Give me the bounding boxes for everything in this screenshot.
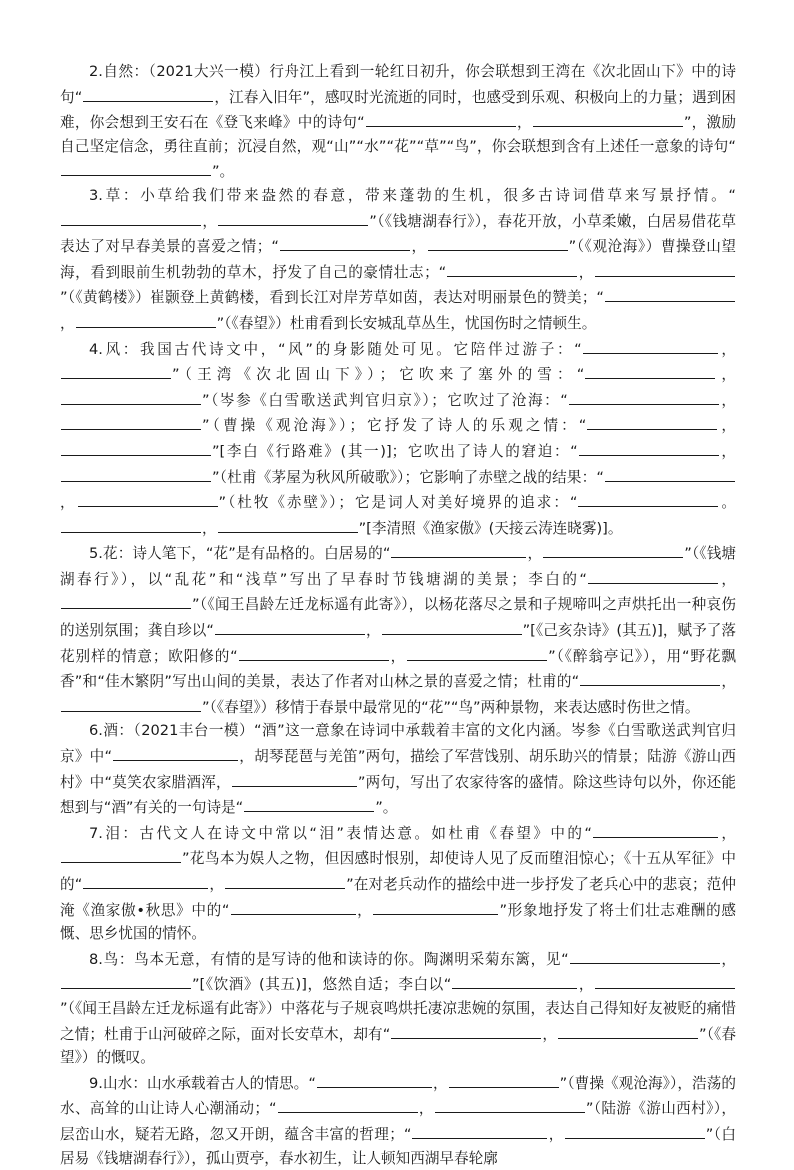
text-run: ”（曹操《观沧海》），浩荡的水、高耸的山让诗人心潮涌动；“ [60, 1074, 736, 1118]
text-run: ”[李清照《渔家傲》(天接云涛连晓雾)]。 [358, 519, 623, 537]
answer-blank[interactable] [391, 540, 526, 558]
text-run: ”（《春望》）的慨叹。 [60, 1025, 736, 1067]
answer-blank[interactable] [543, 540, 683, 558]
text-run: ”，激励自己坚定信念，勇往直前；沉浸自然，观“山”“水”“花”“草”“鸟”，你会联想到含有上述任一意象的诗句“ [60, 114, 736, 155]
answer-blank[interactable] [565, 1121, 705, 1139]
text-run: 9.山水：山水承载着古人的情思。“ [89, 1074, 316, 1092]
answer-blank[interactable] [61, 158, 211, 176]
text-run: ”（陆游《游山西村》），层峦山水，疑若无路，忽又开朗，蕴含丰富的哲理；“ [60, 1100, 736, 1143]
text-run: ”。 [375, 799, 398, 817]
item-6-jiu [60, 719, 736, 819]
answer-blank[interactable] [449, 1070, 559, 1088]
text-run: ”。 [212, 163, 235, 181]
answer-blank[interactable] [61, 438, 211, 456]
answer-blank[interactable] [595, 971, 735, 989]
exercise-page [60, 60, 736, 1170]
text-run: ”（《观沧海》）曹操登山望海，看到眼前生机勃勃的草木，抒发了自己的豪情壮志；“ [60, 238, 736, 281]
answer-blank[interactable] [373, 897, 498, 915]
item-4-feng [60, 336, 736, 541]
text-run: ”[《己亥杂诗》(其五)]，赋予了落花别样的情意；欧阳修的“ [60, 622, 736, 665]
text-run: 7.泪：古代文人在诗文中常以“泪”表情达意。如杜甫《春望》中的“ [89, 824, 592, 842]
text-run: ， [718, 570, 736, 588]
answer-blank[interactable] [588, 566, 718, 584]
text-run: ， [718, 340, 736, 358]
answer-blank[interactable] [580, 668, 720, 686]
item-7-lei [60, 820, 736, 946]
answer-blank[interactable] [605, 284, 735, 302]
answer-blank[interactable] [533, 109, 683, 127]
answer-blank[interactable] [583, 336, 718, 354]
text-run: ”[李白《行路难》(其一)]；它吹出了诗人的窘迫：“ [212, 442, 578, 460]
answer-blank[interactable] [244, 794, 374, 812]
answer-blank[interactable] [407, 643, 547, 661]
text-run: 4.风：我国古代诗文中，“风”的身影随处可见。它陪伴过游子：“ [89, 340, 582, 358]
text-run: ”形象地抒发了将士们壮志难酬的感慨、思乡忧国的情怀。 [60, 901, 736, 943]
text-run: ”（《闻王昌龄左迁龙标遥有此寄》）中落花与子规哀鸣烘托凄凉悲婉的氛围，表达自己得知好友被贬的痛惜之情；杜甫于山河破碎之际，面对长安草木，却有“ [60, 999, 736, 1043]
answer-blank[interactable] [218, 208, 368, 226]
text-run: ”（曹操《观沧海》）；它抒发了诗人的乐观之情：“ [202, 417, 587, 435]
text-run: 8.鸟：鸟本无意，有情的是写诗的他和读诗的你。陶渊明采菊东篱，见“ [89, 950, 569, 968]
text-run: ”（王湾《次北固山下》）；它吹来了塞外的雪：“ [172, 366, 585, 384]
text-run: ， [365, 622, 381, 640]
answer-blank[interactable] [585, 361, 715, 379]
text-run: 2.自然：（2021大兴一模）行舟江上看到一轮红日初升，你会联想到王湾在《次北固山下》中的诗句“ [60, 63, 736, 106]
text-run: ， [542, 1025, 558, 1043]
answer-blank[interactable] [215, 617, 365, 635]
item-9-shanshui [60, 1070, 736, 1170]
text-run: ， [719, 391, 736, 409]
answer-blank[interactable] [239, 643, 389, 661]
answer-blank[interactable] [569, 387, 719, 405]
answer-blank[interactable] [280, 233, 410, 251]
text-run: ， [202, 519, 217, 537]
text-run: ”（岑参《白雪歌送武判官归京》）；它吹过了沧海：“ [202, 391, 568, 409]
text-run: ， [548, 1125, 564, 1143]
answer-blank[interactable] [76, 310, 216, 328]
item-3-cao [60, 184, 736, 336]
answer-blank[interactable] [83, 871, 208, 889]
answer-blank[interactable] [225, 871, 345, 889]
answer-blank[interactable] [605, 464, 735, 482]
answer-blank[interactable] [391, 1021, 541, 1039]
item-5-hua [60, 540, 736, 719]
answer-blank[interactable] [317, 1070, 432, 1088]
answer-blank[interactable] [587, 412, 717, 430]
answer-blank[interactable] [452, 971, 577, 989]
text-run: ， [719, 442, 736, 460]
text-run: ， [516, 114, 532, 132]
text-run: ”（《春望》）杜甫看到长安城乱草丛生，忧国伤时之情顿生。 [216, 314, 597, 332]
answer-blank[interactable] [428, 233, 568, 251]
text-run: ， [60, 314, 75, 332]
text-run: ，江春入旧年”，感叹时光流逝的同时，也感受到乐观、积极向上的力量；遇到困难，你会想到王安石在《登飞来峰》中的诗句“ [60, 88, 736, 132]
text-run: 3.草：小草给我们带来盎然的春意，带来蓬勃的生机，很多古诗词借草来写景抒情。“ [89, 186, 736, 204]
answer-blank[interactable] [593, 820, 718, 838]
answer-blank[interactable] [578, 489, 718, 507]
answer-blank[interactable] [231, 897, 356, 915]
text-run: ”（杜牧《赤壁》）；它是词人对美好境界的追求：“ [218, 494, 578, 512]
text-run: 。 [719, 494, 736, 512]
answer-blank[interactable] [595, 259, 735, 277]
answer-blank[interactable] [61, 208, 201, 226]
text-run: ， [578, 976, 594, 994]
text-run: ”[《饮酒》(其五)]，悠然自适；李白以“ [192, 976, 452, 994]
answer-blank[interactable] [232, 769, 357, 787]
text-run: ， [721, 673, 736, 691]
text-run: ， [718, 824, 736, 842]
answer-blank[interactable] [113, 743, 238, 761]
text-run: ”花鸟本为娱人之物，但因感时恨别，却使诗人见了反而堕泪惊心；《十五从军征》中的“ [60, 850, 736, 893]
text-run: ”（《闻王昌龄左迁龙标遥有此寄》），以杨花落尽之景和子规啼叫之声烘托出一种哀伤的送别氛围；龚自珍以“ [60, 596, 736, 640]
text-run: ”（《黄鹤楼》）崔颢登上黄鹤楼，看到长江对岸芳草如茵，表达对明丽景色的赞美；“ [60, 289, 604, 307]
answer-blank[interactable] [61, 387, 201, 405]
text-run: ，胡琴琵琶与羌笛”两句，描绘了军营饯别、胡乐助兴的情景；陆游《游山西村》中“莫笑农家腊酒浑， [60, 748, 736, 791]
text-run: ， [60, 494, 77, 512]
answer-blank[interactable] [435, 1095, 585, 1113]
text-run: ”（《醉翁亭记》），用“野花飘香”和“佳木繁阴”写出山间的美景，表达了作者对山林之景的喜爱之情；杜甫的“ [60, 647, 736, 691]
text-run: ， [356, 901, 373, 919]
item-8-niao [60, 946, 736, 1070]
text-run: ， [418, 1100, 434, 1118]
text-run: ， [720, 950, 736, 968]
text-run: ， [389, 647, 407, 665]
answer-blank[interactable] [61, 591, 191, 609]
answer-blank[interactable] [558, 1021, 698, 1039]
answer-blank[interactable] [447, 259, 577, 277]
answer-blank[interactable] [61, 694, 201, 712]
text-run: ”（《春望》）移情于春景中最常见的“花”“鸟”两种景物，来表达感时伤世之情。 [202, 698, 700, 716]
text-run: ， [432, 1074, 448, 1092]
answer-blank[interactable] [61, 412, 201, 430]
text-run: 6.酒：（2021丰台一模）“酒”这一意象在诗词中承载着丰富的文化内涵。岑参《白雪歌送武判官归京》中“ [60, 722, 736, 766]
text-run: ”在对老兵动作的描绘中进一步抒发了老兵心中的悲哀；范仲淹《渔家傲•秋思》中的“ [60, 876, 736, 919]
answer-blank[interactable] [278, 1095, 418, 1113]
text-run: ”（杜甫《茅屋为秋风所破歌》）；它影响了赤壁之战的结果：“ [212, 468, 604, 486]
answer-blank[interactable] [61, 845, 181, 863]
answer-blank[interactable] [61, 361, 171, 379]
answer-blank[interactable] [412, 1121, 547, 1139]
text-run: ， [578, 263, 594, 281]
answer-blank[interactable] [61, 971, 191, 989]
text-run: ”（《钱塘湖春行》），以“乱花”和“浅草”写出了早春时节钱塘湖的美景；李白的“ [60, 545, 736, 588]
answer-blank[interactable] [366, 109, 516, 127]
text-run: ， [410, 238, 427, 256]
item-2-ziran [60, 60, 736, 184]
text-run: ， [527, 545, 543, 563]
text-run: ， [718, 417, 736, 435]
text-run: ， [716, 366, 736, 384]
text-run: ”（白居易《钱塘湖春行》），孤山贾亭，春水初生，让人顿知西湖早春轮廓 [60, 1125, 736, 1167]
answer-blank[interactable] [83, 84, 213, 102]
answer-blank[interactable] [61, 515, 201, 533]
answer-blank[interactable] [61, 464, 211, 482]
answer-blank[interactable] [570, 946, 720, 964]
text-run: ”（《钱塘湖春行》），春花开放，小草柔嫩，白居易借花草表达了对早春美景的喜爱之情；“ [60, 212, 736, 256]
answer-blank[interactable] [382, 617, 522, 635]
text-run: ， [209, 876, 225, 893]
answer-blank[interactable] [218, 515, 358, 533]
text-run: 5.花：诗人笔下，“花”是有品格的。白居易的“ [89, 545, 391, 563]
text-run: ”两句，写出了农家待客的盛情。除这些诗句以外，你还能想到与“酒”有关的一句诗是“ [60, 773, 736, 817]
answer-blank[interactable] [579, 438, 719, 456]
text-run: ， [202, 212, 218, 230]
answer-blank[interactable] [78, 489, 218, 507]
